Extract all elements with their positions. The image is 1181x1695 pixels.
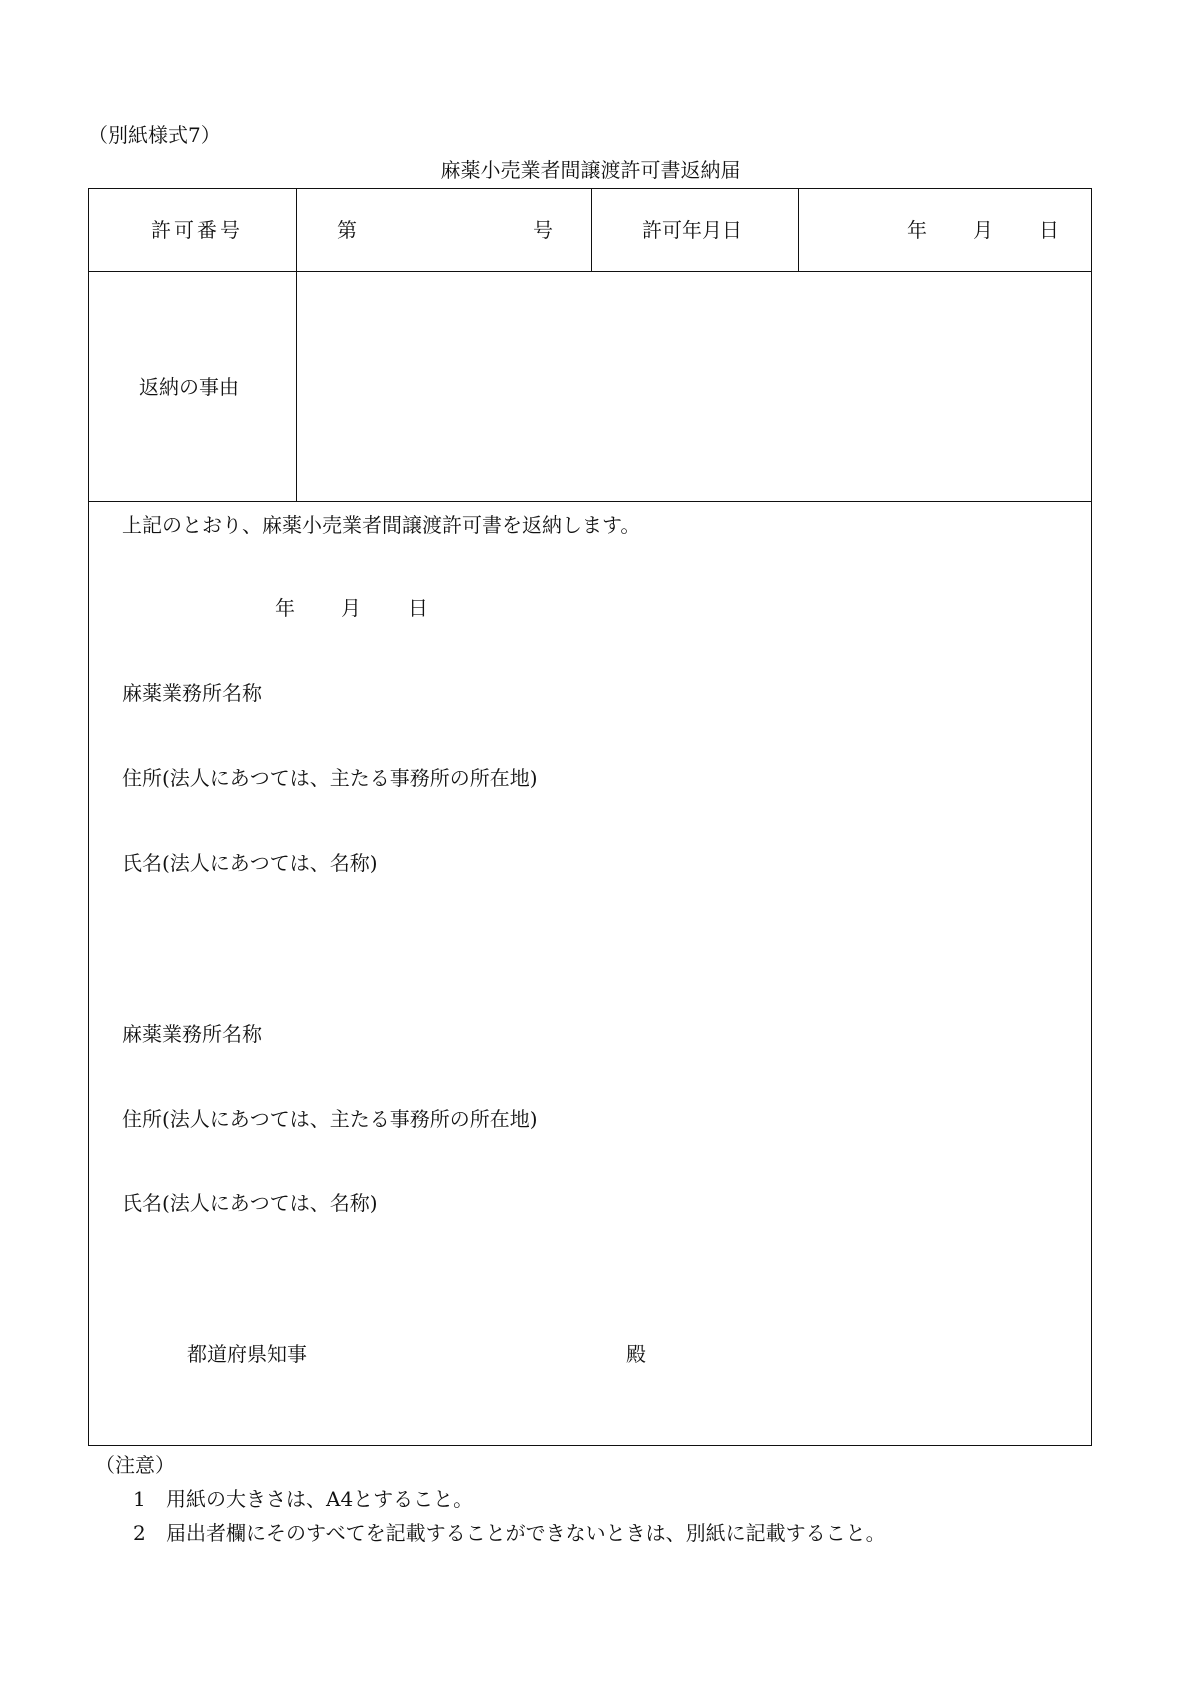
permit-date-month-label: 月 (973, 218, 993, 242)
note-2-number: 2 (133, 1521, 146, 1545)
permit-number-field[interactable] (361, 213, 541, 245)
declaration-date-day-label: 日 (408, 596, 428, 620)
permit-date-label: 許可年月日 (642, 218, 742, 242)
note-2-text: 届出者欄にそのすべてを記載することができないときは、別紙に記載すること。 (166, 1521, 886, 1545)
form-table (88, 188, 1092, 1446)
permit-number-suffix: 号 (533, 218, 553, 242)
permit-date-year-label: 年 (907, 218, 927, 242)
reason-field[interactable] (301, 276, 1086, 496)
form-number-label: （別紙様式7） (88, 123, 221, 147)
permit-date-day-label: 日 (1039, 218, 1059, 242)
document-title: 麻薬小売業者間譲渡許可書返納届 (440, 158, 741, 182)
note-1-number: 1 (133, 1487, 146, 1511)
row-divider-1 (89, 271, 1091, 272)
reason-label: 返納の事由 (139, 375, 239, 399)
declaration-statement: 上記のとおり、麻薬小売業者間譲渡許可書を返納します。 (122, 513, 641, 537)
declaration-date-year-label: 年 (275, 596, 295, 620)
column-divider-2 (591, 189, 592, 271)
transferor-name-label: 氏名(法人にあつては、名称) (122, 851, 378, 875)
addressee-label: 都道府県知事 (187, 1342, 307, 1366)
notes-heading: （注意） (95, 1453, 175, 1477)
column-divider-3 (798, 189, 799, 271)
transferor-office-name-label: 麻薬業務所名称 (122, 681, 262, 705)
row-divider-2 (89, 501, 1091, 502)
transferee-name-label: 氏名(法人にあつては、名称) (122, 1191, 378, 1215)
declaration-date-month-label: 月 (341, 596, 361, 620)
transferee-office-name-label: 麻薬業務所名称 (122, 1022, 262, 1046)
transferor-address-label: 住所(法人にあつては、主たる事務所の所在地) (122, 766, 538, 790)
honorific-label: 殿 (626, 1342, 646, 1366)
transferee-address-label: 住所(法人にあつては、主たる事務所の所在地) (122, 1107, 538, 1131)
column-divider-1 (296, 189, 297, 501)
permit-number-prefix: 第 (337, 218, 357, 242)
permit-number-label: 許可番号 (151, 218, 243, 242)
note-1-text: 用紙の大きさは、A4とすること。 (166, 1487, 474, 1511)
